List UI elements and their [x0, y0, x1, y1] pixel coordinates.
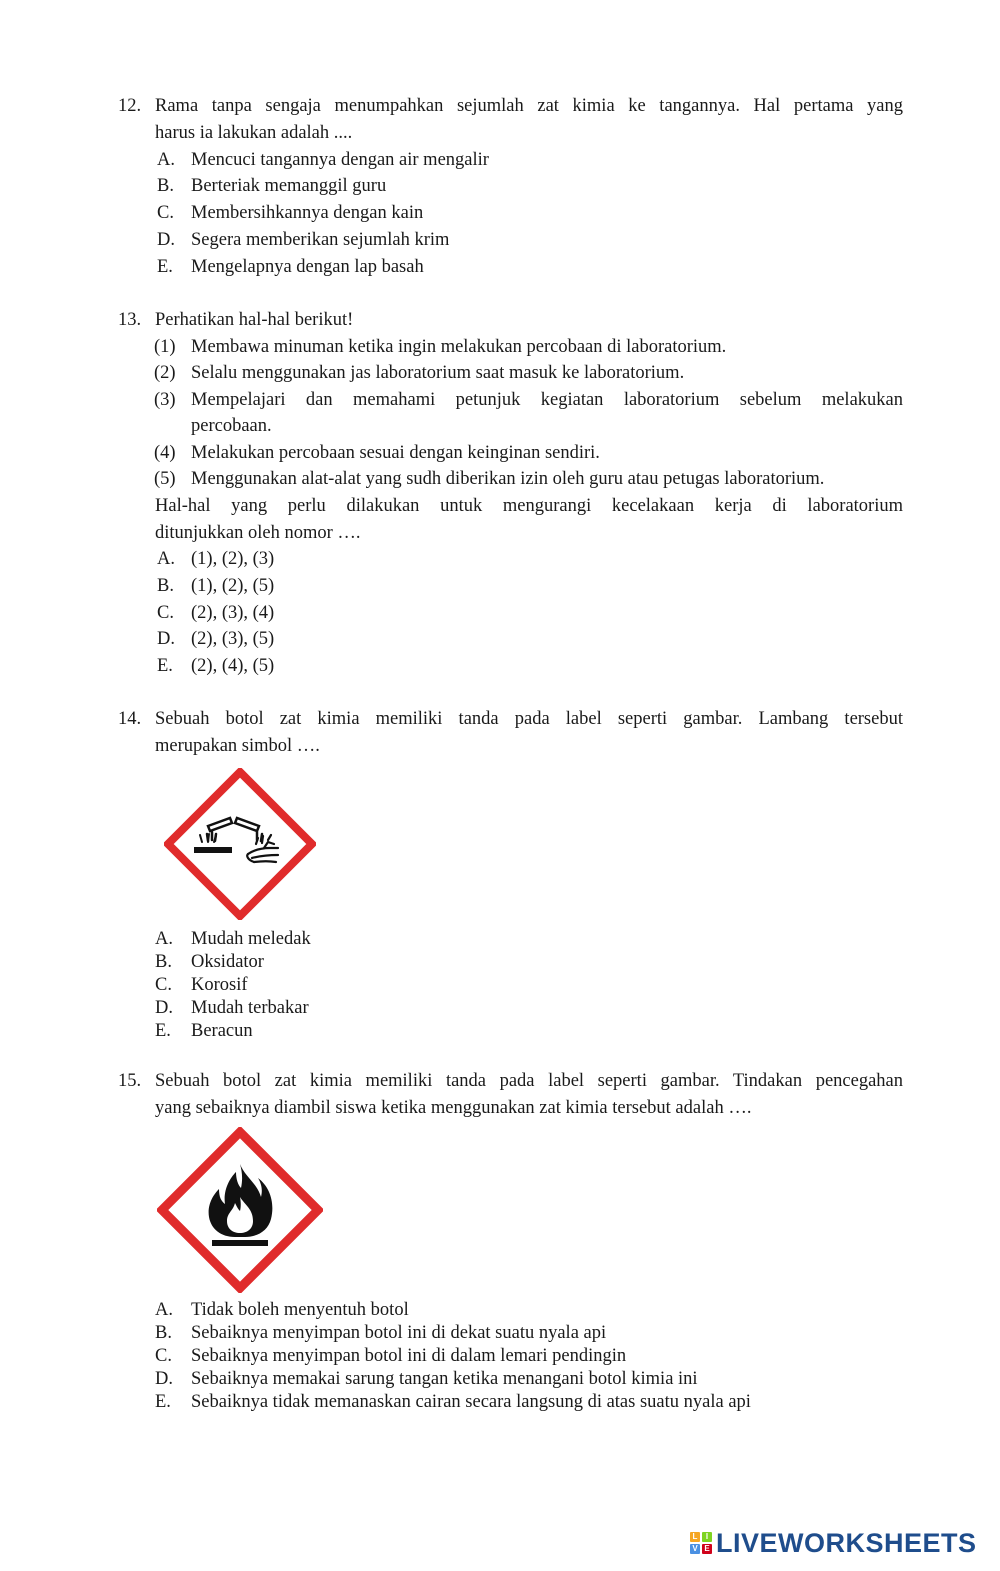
option-text: Segera memberikan sejumlah krim: [191, 230, 450, 250]
option-letter: B.: [155, 1323, 172, 1343]
question-text-line: ditunjukkan oleh nomor ….: [155, 523, 361, 543]
flammable-pictogram-icon: [157, 1127, 323, 1293]
option-text: (2), (3), (4): [191, 603, 275, 623]
option-letter: C.: [157, 603, 174, 623]
question-text-line: Sebuah botol zat kimia memiliki tanda pada label seperti gambar. Tindakan pencegahan: [155, 1071, 903, 1091]
corrosive-pictogram-icon: [164, 768, 316, 920]
question-intro: Perhatikan hal-hal berikut!: [155, 310, 354, 330]
statement-number: (1): [154, 337, 176, 357]
option-text: Mudah meledak: [191, 929, 311, 949]
question-text-line: Rama tanpa sengaja menumpahkan sejumlah zat kimia ke tangannya. Hal pertama yang: [155, 96, 903, 116]
statement-text: Melakukan percobaan sesuai dengan keinginan sendiri.: [191, 443, 600, 463]
option-letter: B.: [157, 176, 174, 196]
question-number: 15.: [118, 1071, 142, 1091]
option-letter: E.: [157, 257, 173, 277]
option-letter: A.: [157, 549, 175, 569]
statement-text: Membawa minuman ketika ingin melakukan percobaan di laboratorium.: [191, 337, 727, 357]
option-letter: D.: [157, 230, 175, 250]
option-text: Oksidator: [191, 952, 264, 972]
question-number: 14.: [118, 709, 142, 729]
option-text: Tidak boleh menyentuh botol: [191, 1300, 409, 1320]
statement-number: (2): [154, 363, 176, 383]
option-text: Mudah terbakar: [191, 998, 309, 1018]
question-text-line: Sebuah botol zat kimia memiliki tanda pada label seperti gambar. Lambang tersebut: [155, 709, 903, 729]
option-text: Mengelapnya dengan lap basah: [191, 257, 424, 277]
option-text: Beracun: [191, 1021, 253, 1041]
option-letter: B.: [157, 576, 174, 596]
logo-grid-icon: [690, 1532, 712, 1554]
statement-text-continued: percobaan.: [191, 416, 272, 436]
option-letter: D.: [155, 1369, 173, 1389]
option-text: Sebaiknya menyimpan botol ini di dekat suatu nyala api: [191, 1323, 607, 1343]
option-text: (1), (2), (3): [191, 549, 275, 569]
option-text: (2), (4), (5): [191, 656, 275, 676]
statement-number: (3): [154, 390, 176, 410]
question-number: 12.: [118, 96, 142, 116]
option-text: Korosif: [191, 975, 248, 995]
logo-grid-letter: V: [690, 1544, 700, 1554]
option-letter: A.: [155, 929, 173, 949]
statement-number: (5): [154, 469, 176, 489]
option-letter: A.: [155, 1300, 173, 1320]
logo-grid-letter: I: [702, 1532, 712, 1542]
logo-grid-letter: L: [690, 1532, 700, 1542]
option-letter: E.: [157, 656, 173, 676]
option-text: Sebaiknya memakai sarung tangan ketika menangani botol kimia ini: [191, 1369, 698, 1389]
question-text-line: yang sebaiknya diambil siswa ketika menggunakan zat kimia tersebut adalah ….: [155, 1098, 752, 1118]
option-letter: D.: [155, 998, 173, 1018]
option-letter: E.: [155, 1021, 171, 1041]
question-text-line: Hal-hal yang perlu dilakukan untuk mengurangi kecelakaan kerja di laboratorium: [155, 496, 903, 516]
option-letter: E.: [155, 1392, 171, 1412]
question-number: 13.: [118, 310, 142, 330]
option-letter: A.: [157, 150, 175, 170]
logo-grid-letter: E: [702, 1544, 712, 1554]
statement-text: Selalu menggunakan jas laboratorium saat masuk ke laboratorium.: [191, 363, 685, 383]
statement-text: Mempelajari dan memahami petunjuk kegiatan laboratorium sebelum melakukan: [191, 390, 903, 410]
statement-number: (4): [154, 443, 176, 463]
option-text: Membersihkannya dengan kain: [191, 203, 424, 223]
option-text: Sebaiknya tidak memanaskan cairan secara langsung di atas suatu nyala api: [191, 1392, 751, 1412]
option-text: Sebaiknya menyimpan botol ini di dalam lemari pendingin: [191, 1346, 627, 1366]
question-text-line: merupakan simbol ….: [155, 736, 320, 756]
option-letter: C.: [155, 975, 172, 995]
statement-text: Menggunakan alat-alat yang sudh diberikan izin oleh guru atau petugas laboratorium.: [191, 469, 825, 489]
question-text-line: harus ia lakukan adalah ....: [155, 123, 353, 143]
option-text: (2), (3), (5): [191, 629, 275, 649]
option-letter: B.: [155, 952, 172, 972]
option-text: Berteriak memanggil guru: [191, 176, 387, 196]
option-letter: C.: [155, 1346, 172, 1366]
liveworksheets-logo[interactable]: [690, 1527, 977, 1559]
option-letter: D.: [157, 629, 175, 649]
option-text: Mencuci tangannya dengan air mengalir: [191, 150, 489, 170]
option-letter: C.: [157, 203, 174, 223]
flame-base: [212, 1240, 268, 1246]
option-text: (1), (2), (5): [191, 576, 275, 596]
corroded-bar: [194, 847, 232, 853]
logo-text: LIVEWORKSHEETS: [716, 1527, 977, 1558]
